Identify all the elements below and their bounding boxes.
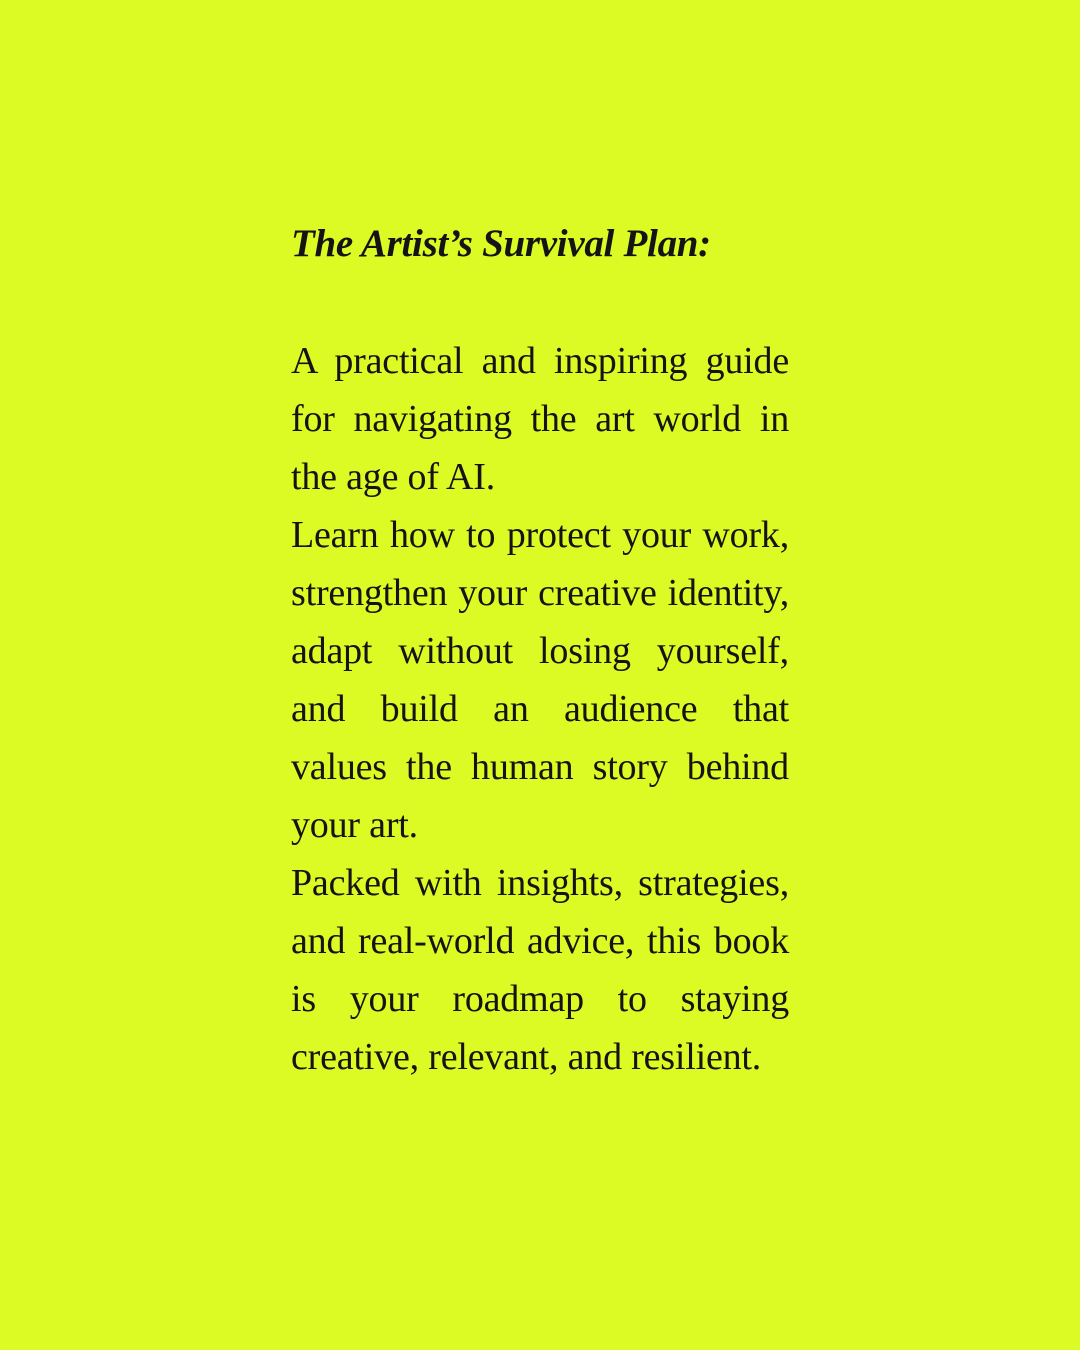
book-title: The Artist’s Survival Plan: [291, 222, 711, 265]
book-description [291, 212, 789, 1086]
packed-paragraph: Packed with insights, strategies, and real-world advice, this book is your roadmap to staying creative, relevant, and resilient. [291, 862, 789, 1078]
intro-paragraph: A practical and inspiring guide for navigating the art world in the age of AI. [291, 340, 789, 498]
learn-paragraph: Learn how to protect your work, strengthen your creative identity, adapt without losing yourself, and build an audience that values the human story behind your art. [291, 514, 789, 846]
spacer [291, 276, 789, 332]
